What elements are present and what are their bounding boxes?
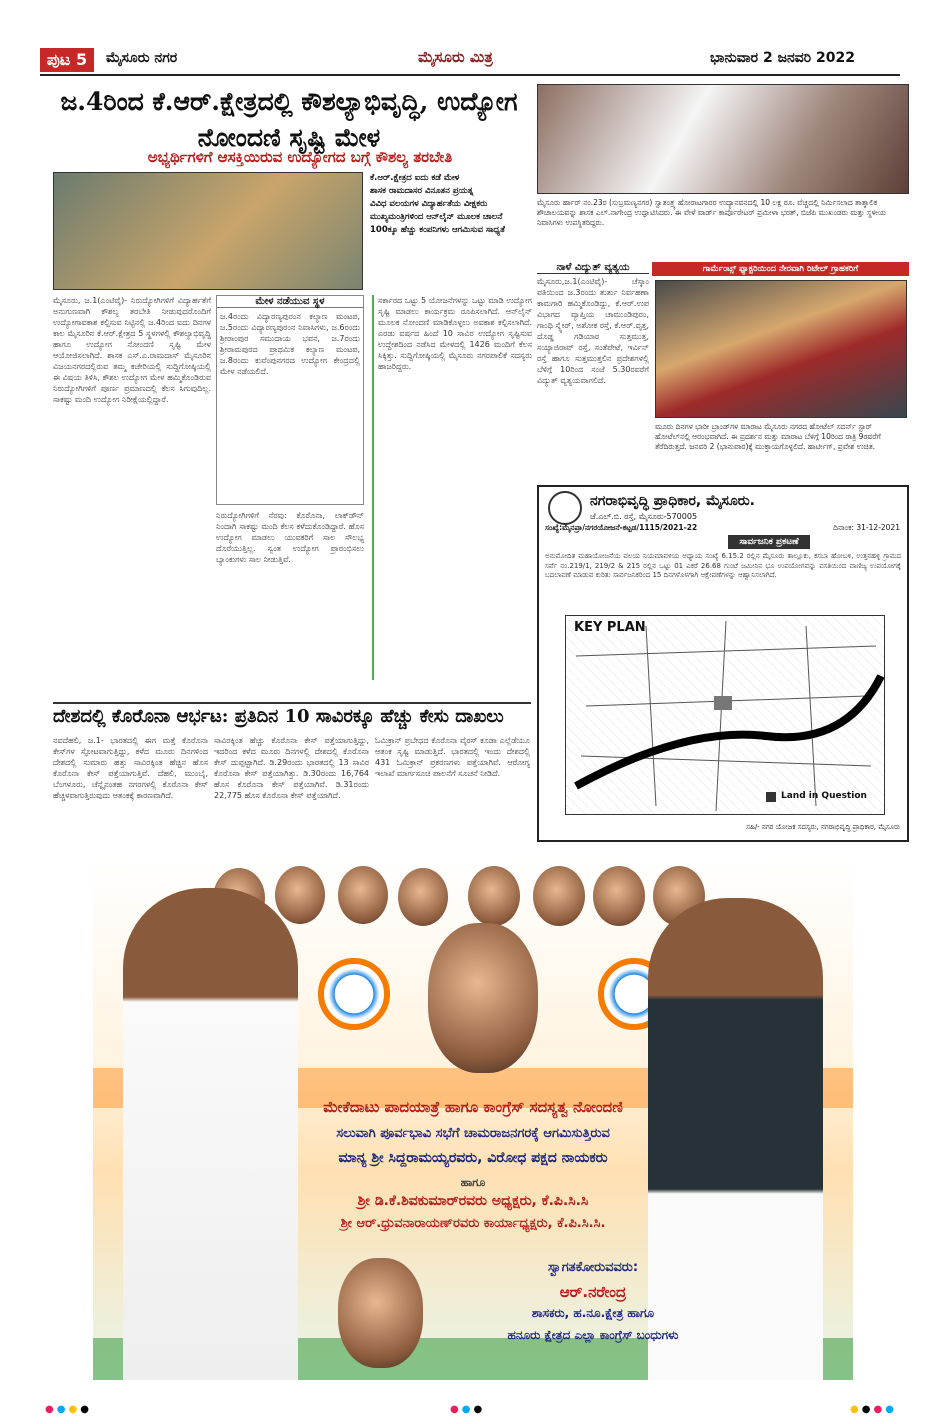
registration-dots: ●●●● [850,1404,897,1415]
venue-box-text: ಜ.4ರಂದು ವಿದ್ಯಾರಣ್ಯಪುರಂನ ಕಲ್ಯಾಣ ಮಂಟಪ, ಜ.5ರಂದು ವಿದ್ಯಾರಣ್ಯಪುರಂನ ನಿವಾಸಿಗಳು, ಜ.6ರಂದು ಶ್ರೀರಾಂಪುರ ಸಮುದಾಯ ಭವನ, ಜ.7ರಂದು ಶ್ರೀರಾಮಪುರದ ಪ್ರಾಥಮಿಕ ಕಲ್ಯಾಣ ಮಂಟಪ, ಜ.8ರಂದು ಕುವೆಂಪುನಗರದ ಉದ್ಯೋಗ ಕೇಂದ್ರದಲ್ಲಿ ಮೇಳ ನಡೆಯಲಿದೆ. [220,312,360,376]
lead-headline: ಜ.4ರಿಂದ ಕೆ.ಆರ್.ಕ್ಷೇತ್ರದಲ್ಲಿ ಕೌಶಲ್ಯಾಭಿವೃದ್ಧಿ, ಉದ್ಯೋಗ ನೋಂದಣಿ ಸೃಷ್ಟಿ ಮೇಳ [60,87,518,152]
key-plan-label: KEY PLAN [574,620,646,635]
press-meet-photo [53,172,363,290]
garment-sale-photo [655,280,907,418]
lead-subhead: ಅಭ್ಯರ್ಥಿಗಳಿಗೆ ಆಸಕ್ತಿಯಿರುವ ಉದ್ಯೋಗದ ಬಗ್ಗೆ ಕೌಶಲ್ಯ ತರಬೇತಿ [147,148,453,166]
leader-portrait [468,866,520,926]
registration-dots: ●●● [450,1404,486,1415]
leader-portrait [275,866,325,924]
lead-column-3: ಸರ್ಕಾರದ ಒಟ್ಟು 5 ಯೋಜನೆಗಳನ್ನು ಒಟ್ಟು ಮಾಡಿ ಉದ್ಯೋಗ ಸೃಷ್ಟಿ ಮಾಡಲು ಕಾರ್ಯಕ್ರಮ ರೂಪಿಸಲಾಗಿದೆ. ಆನ್‌ಲೈನ್ ಮೂಲಕ ನೋಂದಣಿ ಮಾಡಿಕೊಳ್ಳಲು ಅವಕಾಶ ಕಲ್ಪಿಸಲಾಗಿದೆ. ಎರಡು ವರ್ಷದ ಹಿಂದೆ 10 ಸಾವಿರ ಉದ್ಯೋಗ ಸೃಷ್ಟಿಸುವ ಉದ್ದೇಶದಿಂದ ನಡೆಸಿದ ಮೇಳದಲ್ಲಿ 1426 ಮಂದಿಗೆ ಕೆಲಸ ಸಿಕ್ಕಿತ್ತು. ಸುದ್ದಿಗೋಷ್ಠಿಯಲ್ಲಿ ಮೈಸೂರು ನಗರಪಾಲಿಕೆ ಸದಸ್ಯರು ಹಾಜರಿದ್ದರು. [372,295,532,680]
issue-date: ಭಾನುವಾರ 2 ಜನವರಿ 2022 [710,50,855,66]
covid-headline: ದೇಶದಲ್ಲಿ ಕೊರೊನಾ ಆರ್ಭಟ: ಪ್ರತಿದಿನ 10 ಸಾವಿರಕ್ಕೂ ಹೆಚ್ಚು ಕೇಸು ದಾಖಲು [53,702,531,727]
covid-column-1: ನವದೆಹಲಿ, ಜ.1- ಭಾರತದಲ್ಲಿ ಈಗ ಮತ್ತೆ ಕೊರೊನಾ ಕೇಸ್‌ಗಳ ಸ್ಫೋಟವಾಗುತ್ತಿದ್ದು, ಕಳೆದ ಮೂರು ದಿನಗಳಿಂದ ದೇಶದಲ್ಲಿ ಸುಮಾರು ಹತ್ತು ಸಾವಿರಕ್ಕಿಂತ ಹೆಚ್ಚಿನ ಹೊಸ ಕೊರೊನಾ ಕೇಸ್ ಪತ್ತೆಯಾಗುತ್ತಿವೆ. ದೆಹಲಿ, ಮುಂಬೈ, ಬೆಂಗಳೂರು, ಚೆನ್ನೈನಂತಹ ನಗರಗಳಲ್ಲಿ ಕೊರೊನಾ ಕೇಸ್ ಹೆಚ್ಚಳವಾಗುತ್ತಿರುವುದು ಆತಂಕಕ್ಕೆ ಕಾರಣವಾಗಿದೆ. [53,736,208,800]
welcome-label: ಸ್ವಾಗತಕೋರುವವರು: [547,1260,639,1275]
notice-ref: ಸಂಖ್ಯೆ:ಮೈನಪ್ರಾ/ನಗರಯೋಜನೆ-ಕಟ್ಟಡ/1115/2021-22 ದಿನಾಂಕ: 31-12-2021 [545,523,900,532]
newspaper-logo: ಮೈಸೂರು ಮಿತ್ರ [418,48,493,66]
power-cut-text: ಮೈಸೂರು,ಜ.1(ಎಂಟಿವೈ)- ಚೆಸ್ಕಾಂ ವತಿಯಿಂದ ಜ.3ರಂದು ತುರ್ತು ನಿರ್ವಹಣಾ ಕಾಮಗಾರಿ ಹಮ್ಮಿಕೊಂಡಿದ್ದು, ಕೆ.ಆರ್.ಉಪ ವಿಭಾಗದ ವ್ಯಾಪ್ತಿಯ ಚಾಮುಂಡಿಪುರಂ, ಗಾಂಧಿ ಸ್ಕ್ವೇರ್, ಅಶೋಕ ರಸ್ತೆ, ಕೆ.ಆರ್.ವೃತ್ತ, ದೊಡ್ಡ ಗಡಿಯಾರ ಸುತ್ತಮುತ್ತ, ಸಯ್ಯಾಜಿರಾವ್ ರಸ್ತೆ, ಸಂತೆಪೇಟೆ, ಇರ್ವಿನ್ ರಸ್ತೆ ಹಾಗೂ ಸುತ್ತಮುತ್ತಲಿನ ಪ್ರದೇಶಗಳಲ್ಲಿ ಬೆಳಿಗ್ಗೆ 10ರಿಂದ ಸಂಜೆ 5.30ರವರೆಗೆ ವಿದ್ಯುತ್ ವ್ಯತ್ಯಯವಾಗಲಿದೆ. [537,277,649,385]
lead-column-2: ನಿರುದ್ಯೋಗಿಗಳಿಗೆ ನೆರವು: ಕೊರೊನಾ, ಲಾಕ್‌ಡೌನ್ ನಿಂದಾಗಿ ಸಾಕಷ್ಟು ಮಂದಿ ಕೆಲಸ ಕಳೆದುಕೊಂಡಿದ್ದಾರೆ. ಹೊಸ ಉದ್ಯೋಗ ಮಾಡಲು ಯುವಕರಿಗೆ ಸಾಲ ಸೌಲಭ್ಯ ದೊರೆಯುತ್ತಿಲ್ಲ. ಸ್ವಂತ ಉದ್ಯೋಗ ಪ್ರಾರಂಭಿಸಲು ಬ್ಯಾಂಕುಗಳು ಸಾಲ ನೀಡುತ್ತಿವೆ. [216,511,364,564]
bullet-item: ಕೆ.ಆರ್.ಕ್ಷೇತ್ರದ ಐದು ಕಡೆ ಮೇಳ [370,173,460,183]
ad-line-4: ಹಾಗೂ [460,1176,486,1189]
section-title: ಮೈಸೂರು ನಗರ [106,50,178,66]
venue-box [216,295,364,505]
covid-column-2: ಸಾವಿರಕ್ಕಿಂತ ಹೆಚ್ಚು ಕೊರೊನಾ ಕೇಸ್ ಪತ್ತೆಯಾಗುತ್ತಿದ್ದು, ಇದರಿಂದ ಕಳೆದ ಮೂರು ದಿನಗಳಲ್ಲಿ ದೇಶದಲ್ಲಿ ಕೊರೊನಾ ಕೇಸ್ ದುಪ್ಪಟ್ಟಾಗಿದೆ. ಡಿ.29ರಂದು ಭಾರತದಲ್ಲಿ 13 ಸಾವಿರ ಕೊರೊನಾ ಕೇಸ್ ಪತ್ತೆಯಾಗಿತ್ತು. ಡಿ.30ರಂದು 16,764 ಹೊಸ ಕೊರೊನಾ ಕೇಸ್ ಪತ್ತೆಯಾಗಿವೆ. ಡಿ.31ರಂದು 22,775 ಹೊಸ ಕೊರೊನಾ ಕೇಸ್ ಪತ್ತೆಯಾಗಿದೆ. [214,736,369,800]
congress-advertisement [93,858,853,1380]
survey-map-lines [566,616,886,816]
photo-caption: ಮೈಸೂರು ರ್ಹಾರ್ ನಂ.23ರ (ಸುಬ್ರಮಣ್ಯನಗರ) ಸ್ವಾತಂತ್ರ್ಯ ಹೋರಾಟಗಾರರ ಉದ್ಯಾನವನದಲ್ಲಿ 10 ಲಕ್ಷ ರೂ. ವೆಚ್ಚದಲ್ಲಿ ನಿರ್ಮಿಸಲಾದ ತಾತ್ಕಾಲಿಕ ಶೌಚಾಲಯವನ್ನು ಶಾಸಕ ಎಲ್.ನಾಗೇಂದ್ರ ಉದ್ಘಾಟಿಸಿದರು. ಈ ವೇಳೆ ವಾರ್ಡ್ ಕಾರ್ಪೊರೇಟರ್ ಪ್ರಮೀಳಾ ಭರತ್, ಬಿಜೆಪಿ ಮುಖಂಡರು ಮತ್ತು ಸ್ಥಳೀಯ ನಿವಾಸಿಗಳು ಉಪಸ್ಥಿತರಿದ್ದರು. [537,198,886,227]
leader-portrait [593,866,645,926]
garment-title: ಗಾರ್ಮೆಂಟ್ಸ್ ಫ್ಯಾಕ್ಟರಿಯಿಂದ ನೇರವಾಗಿ ರಿಟೇಲ್ ಗ್ರಾಹಕರಿಗೆ [652,262,909,276]
leader-portrait [338,866,388,924]
ad-line-1: ಮೇಕೆದಾಟು ಪಾದಯಾತ್ರೆ ಹಾಗೂ ಕಾಂಗ್ರೆಸ್ ಸದಸ್ಯತ್ವ ನೋಂದಣಿ [323,1098,623,1116]
key-plan-map [565,615,885,815]
garment-caption: ಮೂರು ದಿನಗಳ ಭಾರೀ ಬ್ರಾಂಡ್‌ಗಳ ಮಾರಾಟ ಮೈಸೂರು ನಗರದ ಹೋಟೆಲ್ ಸದರ್ನ್ ಸ್ಟಾರ್ ಹೋಟೆಲ್‌ನಲ್ಲಿ ಆರಂಭವಾಗಿದೆ. ಈ ಪ್ರದರ್ಶನ ಮತ್ತು ಮಾರಾಟ ಬೆಳಿಗ್ಗೆ 10ರಿಂದ ರಾತ್ರಿ 9ರವರೆಗೆ ತೆರೆದಿರುತ್ತದೆ. ಜನವರಿ 2 (ಭಾನುವಾರ)ಕ್ಕೆ ಮುಕ್ತಾಯಗೊಳ್ಳಲಿದೆ. ಹಾರ್ಟೀಗ್, ಪ್ರವೇಶ ಉಚಿತ. [655,422,881,451]
power-cut-title: ನಾಳೆ ವಿದ್ಯುತ್ ವ್ಯತ್ಯಯ [537,262,649,274]
covid-column-3: ಓಮಿಕ್ರಾನ್ ಪ್ರಬೇಧದ ಕೊರೊನಾ ವೈರಸ್ ಕೂಡಾ ಎಲ್ಲೆಡೆಯೂ ಆತಂಕ ಸೃಷ್ಟಿ ಮಾಡುತ್ತಿದೆ. ಭಾರತದಲ್ಲಿ ಇಂದು ದೇಶದಲ್ಲಿ 431 ಓಮಿಕ್ರಾನ್ ಪ್ರಕರಣಗಳು ಪತ್ತೆಯಾಗಿವೆ. ಆರೋಗ್ಯ ಇಲಾಖೆ ಮಾರ್ಗಸೂಚಿ ಪಾಲನೆಗೆ ಸೂಚನೆ ನೀಡಿದೆ. [375,736,530,778]
bullet-item: ಶಾಸಕ ರಾಮದಾಸರ ವಿನೂತನ ಪ್ರಯತ್ನ [370,186,474,196]
notice-org: ನಗರಾಭಿವೃದ್ಧಿ ಪ್ರಾಧಿಕಾರ, ಮೈಸೂರು. [590,493,755,509]
lead-bullets [370,172,530,292]
notice-title: ಸಾರ್ವಜನಿಕ ಪ್ರಕಟಣೆ [728,535,810,549]
muda-seal-icon [548,491,582,525]
lead-column-1: ಮೈಸೂರು, ಜ.1(ಎಂಟಿವೈ)- ನಿರುದ್ಯೋಗಿಗಳಿಗೆ ವಿದ್ಯಾರ್ಹತೆಗೆ ಅನುಗುಣವಾಗಿ ಕೌಶಲ್ಯ ತರಬೇತಿ ನೀಡುವುದರೊಂದಿಗೆ ಉದ್ಯೋಗಾವಕಾಶ ಕಲ್ಪಿಸುವ ನಿಟ್ಟಿನಲ್ಲಿ ಜ.4ರಿಂದ ಐದು ದಿನಗಳ ಕಾಲ ಮೈಸೂರಿನ ಕೆ.ಆರ್.ಕ್ಷೇತ್ರದ 5 ಸ್ಥಳಗಳಲ್ಲಿ ಕೌಶಲ್ಯಾಭಿವೃದ್ಧಿ ಹಾಗೂ ಉದ್ಯೋಗ ನೋಂದಣಿ ಸೃಷ್ಟಿ ಮೇಳ ಆಯೋಜಿಸಲಾಗಿದೆ. ಶಾಸಕ ಎಸ್.ಎ.ರಾಮದಾಸ್ ಮೈಸೂರಿನ ವಿಜಯನಗರದಲ್ಲಿರುವ ತಮ್ಮ ಕಚೇರಿಯಲ್ಲಿ ಸುದ್ದಿಗೋಷ್ಠಿಯಲ್ಲಿ ಈ ವಿಷಯ ತಿಳಿಸಿ, ಕೌಶಲ ಉದ್ಯೋಗ ಮೇಳ ಹಮ್ಮಿಕೊಂಡಿರುವ ನಿರುದ್ಯೋಗಿಗಳಿಗೆ ಪೂರ್ಣ ಪ್ರಮಾಣದಲ್ಲಿ ಕೆಲಸ ಸಿಗುವುದಿಲ್ಲ. ಸಾಕಷ್ಟು ಮಂದಿ ಉದ್ಯೋಗ ನಿರೀಕ್ಷೆಯಲ್ಲಿದ್ದಾರೆ. [53,296,211,404]
registration-dots: ●●●● [45,1404,92,1415]
bullet-item: 100ಕ್ಕೂ ಹೆಚ್ಚು ಕಂಪನಿಗಳು ಆಗಮಿಸುವ ಸಾಧ್ಯತೆ [370,225,505,235]
host-role: ಶಾಸಕರು, ಹ.ನೂ.ಕ್ಷೇತ್ರ ಹಾಗೂ [531,1306,655,1320]
notice-date: ದಿನಾಂಕ: 31-12-2021 [833,523,900,532]
notice-body: ಅನುಮೋದಿತ ಮಹಾಯೋಜನೆಯ ವಲಯ ನಿಯಮಾವಳಿಯ ಅಧ್ಯಾಯ ಸಂಖ್ಯೆ 6.15.2 ರಲ್ಲಿನ ಮೈಸೂರು ತಾಲ್ಲೂಕು, ಕಸಬಾ ಹೋಬಳಿ, ಉತ್ತನಹಳ್ಳಿ ಗ್ರಾಮದ ಸರ್ವೆ ನಂ.219/1, 219/2 & 215 ರಲ್ಲಿನ ಒಟ್ಟು 01 ಎಕರೆ 26.68 ಗುಂಟೆ ಜಮೀನಿನ ಭೂ ಉಪಯೋಗವನ್ನು ವಸತಿಯಿಂದ ವಾಣಿಜ್ಯ ಉಪಯೋಗಕ್ಕೆ ಬದಲಾವಣೆ ಮಾಡುವ ಕುರಿತು ಸಾರ್ವಜನಿಕರಿಂದ 15 ದಿನಗಳೊಳಗಾಗಿ ಆಕ್ಷೇಪಣೆಗಳನ್ನು ಆಹ್ವಾನಿಸಲಾಗಿದೆ. [545,552,901,579]
ad-line-6: ಶ್ರೀ ಆರ್.ಧ್ರುವನಾರಾಯಣ್‌ರವರು ಕಾರ್ಯಾಧ್ಯಕ್ಷರು, ಕೆ.ಪಿ.ಸಿ.ಸಿ. [340,1216,606,1231]
land-label: Land in Question [781,791,867,801]
land-in-question-marker [714,696,732,710]
bullet-item: ಮುಖ್ಯಮಂತ್ರಿಗಳಿಂದ ಆನ್‌ಲೈನ್ ಮೂಲಕ ಚಾಲನೆ [370,212,503,222]
host-name: ಆರ್.ನರೇಂದ್ರ [559,1283,627,1301]
host-line: ಹನೂರು ಕ್ಷೇತ್ರದ ಎಲ್ಲಾ ಕಾಂಗ್ರೆಸ್ ಬಂಧುಗಳು [507,1328,679,1342]
ad-line-3: ಮಾನ್ಯ ಶ್ರೀ ಸಿದ್ದರಾಮಯ್ಯರವರು, ವಿರೋಧ ಪಕ್ಷದ ನಾಯಕರು [338,1150,608,1166]
toilet-inauguration-photo [537,84,909,194]
page-number: ಪುಟ 5 [40,48,94,72]
central-leader-portrait [428,923,538,1073]
venue-box-title: ಮೇಳ ನಡೆಯುವ ಸ್ಥಳ [217,296,363,308]
congress-hand-logo-icon [318,958,390,1030]
leader-portrait [533,866,585,926]
ad-line-5: ಶ್ರೀ ಡಿ.ಕೆ.ಶಿವಕುಮಾರ್‌ರವರು ಅಧ್ಯಕ್ಷರು, ಕೆ.ಪಿ.ಸಿ.ಸಿ [357,1193,589,1209]
notice-address: ಜೆ.ಎಲ್.ಬಿ. ರಸ್ತೆ, ಮೈಸೂರು-570005 [590,512,698,521]
leader-portrait [398,868,448,926]
notice-footer: ಸಹಿ/- ನಗರ ಯೋಜಕ ಸದಸ್ಯರು, ನಗರಾಭಿವೃದ್ಧಿ ಪ್ರಾಧಿಕಾರ, ಮೈಸೂರು [746,823,900,831]
bullet-item: ವಿವಿಧ ವಲಯಗಳ ವಿದ್ಯಾರ್ಹತೆಯ ವೀಕ್ಷಕರು [370,199,488,209]
ad-line-2: ಸಲುವಾಗಿ ಪೂರ್ವಭಾವಿ ಸಭೆಗೆ ಚಾಮರಾಜನಗರಕ್ಕೆ ಆಗಮಿಸುತ್ತಿರುವ [336,1126,610,1141]
